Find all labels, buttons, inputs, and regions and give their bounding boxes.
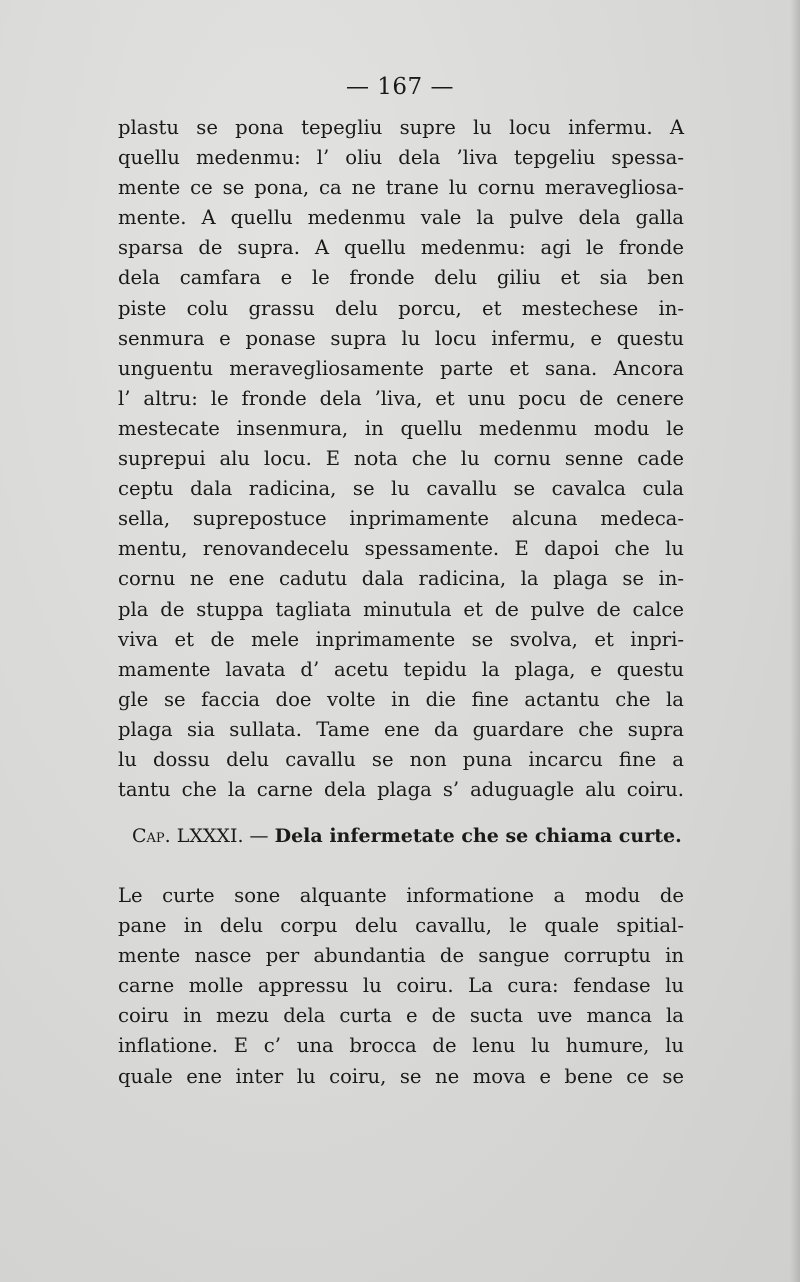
chapter-number: LXXXI. xyxy=(176,825,244,847)
text-line: plaga sia sullata. Tame ene da guardare che supra xyxy=(118,717,684,741)
text-line: quellu medenmu: l’ oliu dela ’liva tepgeliu spessa- xyxy=(118,146,684,170)
text-line: ceptu dala radicina, se lu cavallu se cavalca cula xyxy=(118,477,684,501)
chapter-dash: — xyxy=(243,825,275,847)
text-line: Le curte sone alquante informatione a modu de xyxy=(118,884,684,907)
text-line: gle se faccia doe volte in die fine actantu che la xyxy=(118,687,684,711)
text-line: tantu che la carne dela plaga s’ aduguagle alu coiru. xyxy=(118,778,684,802)
text-line: plastu se pona tepegliu supre lu locu infermu. A xyxy=(118,116,684,139)
text-line: dela camfara e le fronde delu giliu et sia ben xyxy=(118,266,684,290)
text-line: mente. A quellu medenmu vale la pulve dela galla xyxy=(118,206,684,230)
paragraph-1 xyxy=(118,113,684,805)
text-line: lu dossu delu cavallu se non puna incarcu fine a xyxy=(118,747,684,771)
page-number: — 167 — xyxy=(345,74,455,100)
text-line: l’ altru: le fronde dela ’liva, et unu pocu de cenere xyxy=(118,386,684,410)
chapter-title: Dela infermetate che se chiama curte. xyxy=(274,825,682,847)
text-line: mamente lavata d’ acetu tepidu la plaga, e questu xyxy=(118,657,684,681)
text-line: pla de stuppa tagliata minutula et de pulve de calce xyxy=(118,597,684,621)
text-line: mestecate insenmura, in quellu medenmu modu le xyxy=(118,416,684,440)
text-line: mentu, renovandecelu spessamente. E dapoi che lu xyxy=(118,537,684,561)
text-line: carne molle appressu lu coiru. La cura: fendase lu xyxy=(118,974,684,998)
text-line: coiru in mezu dela curta e de sucta uve manca la xyxy=(118,1004,684,1028)
text-line: sparsa de supra. A quellu medenmu: agi le fronde xyxy=(118,236,684,260)
paragraph-2 xyxy=(118,881,684,1092)
text-line: mente ce se pona, ca ne trane lu cornu meravegliosa- xyxy=(118,176,684,200)
text-line: quale ene inter lu coiru, se ne mova e bene ce se xyxy=(118,1064,684,1088)
text-line: piste colu grassu delu porcu, et mestechese in- xyxy=(118,296,684,320)
text-line: mente nasce per abundantia de sangue corruptu in xyxy=(118,944,684,968)
text-line: suprepui alu locu. E nota che lu cornu senne cade xyxy=(118,447,684,471)
text-line: sella, suprepostuce inprimamente alcuna medeca- xyxy=(118,507,684,531)
chapter-heading xyxy=(132,821,682,851)
text-line: inflatione. E c’ una brocca de lenu lu humure, lu xyxy=(118,1034,684,1058)
text-line: cornu ne ene cadutu dala radicina, la plaga se in- xyxy=(118,567,684,591)
text-line: pane in delu corpu delu cavallu, le quale spitial- xyxy=(118,914,684,938)
text-line: unguentu meravegliosamente parte et sana. Ancora xyxy=(118,356,684,380)
text-line: senmura e ponase supra lu locu infermu, e questu xyxy=(118,326,684,350)
text-line: viva et de mele inprimamente se svolva, et inpri- xyxy=(118,627,684,651)
page-edge-shadow xyxy=(790,0,800,1282)
chapter-cap-label: Cap. xyxy=(132,825,171,847)
